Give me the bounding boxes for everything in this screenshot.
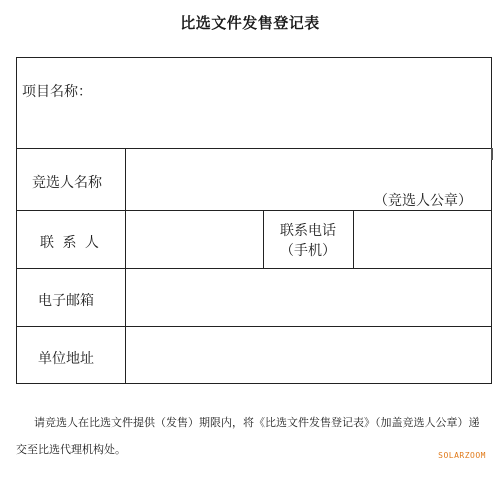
row-divider <box>16 210 492 211</box>
phone-label-mobile: （手机） <box>280 243 336 259</box>
column-divider <box>125 148 126 384</box>
project-name-label: 项目名称： <box>22 84 92 100</box>
submission-note-line2: 交至比选代理机构处。 <box>16 443 126 456</box>
project-name-field[interactable] <box>17 100 487 146</box>
phone-label: 联系电话 <box>280 223 336 239</box>
contact-person-label: 联 系 人 <box>40 235 101 251</box>
email-field[interactable] <box>127 270 490 324</box>
phone-field[interactable] <box>355 212 490 266</box>
bidder-stamp-note: （竞选人公章） <box>374 193 472 209</box>
watermark-logo: SOLARZOOM <box>438 451 486 460</box>
form-title: 比选文件发售登记表 <box>180 14 320 32</box>
email-label: 电子邮箱 <box>38 293 94 309</box>
column-divider <box>353 210 354 268</box>
address-label: 单位地址 <box>38 351 94 367</box>
row-divider <box>16 268 492 269</box>
bidder-name-field[interactable] <box>127 150 367 208</box>
submission-note-line1: 请竞选人在比选文件提供（发售）期限内，将《比选文件发售登记表》（加盖竞选人公章）递 <box>34 416 480 429</box>
address-field[interactable] <box>127 328 490 382</box>
contact-person-field[interactable] <box>127 212 261 266</box>
row-divider <box>16 148 492 149</box>
bidder-name-label: 竞选人名称 <box>32 175 102 191</box>
row-divider <box>16 326 492 327</box>
text-cursor <box>491 148 493 160</box>
